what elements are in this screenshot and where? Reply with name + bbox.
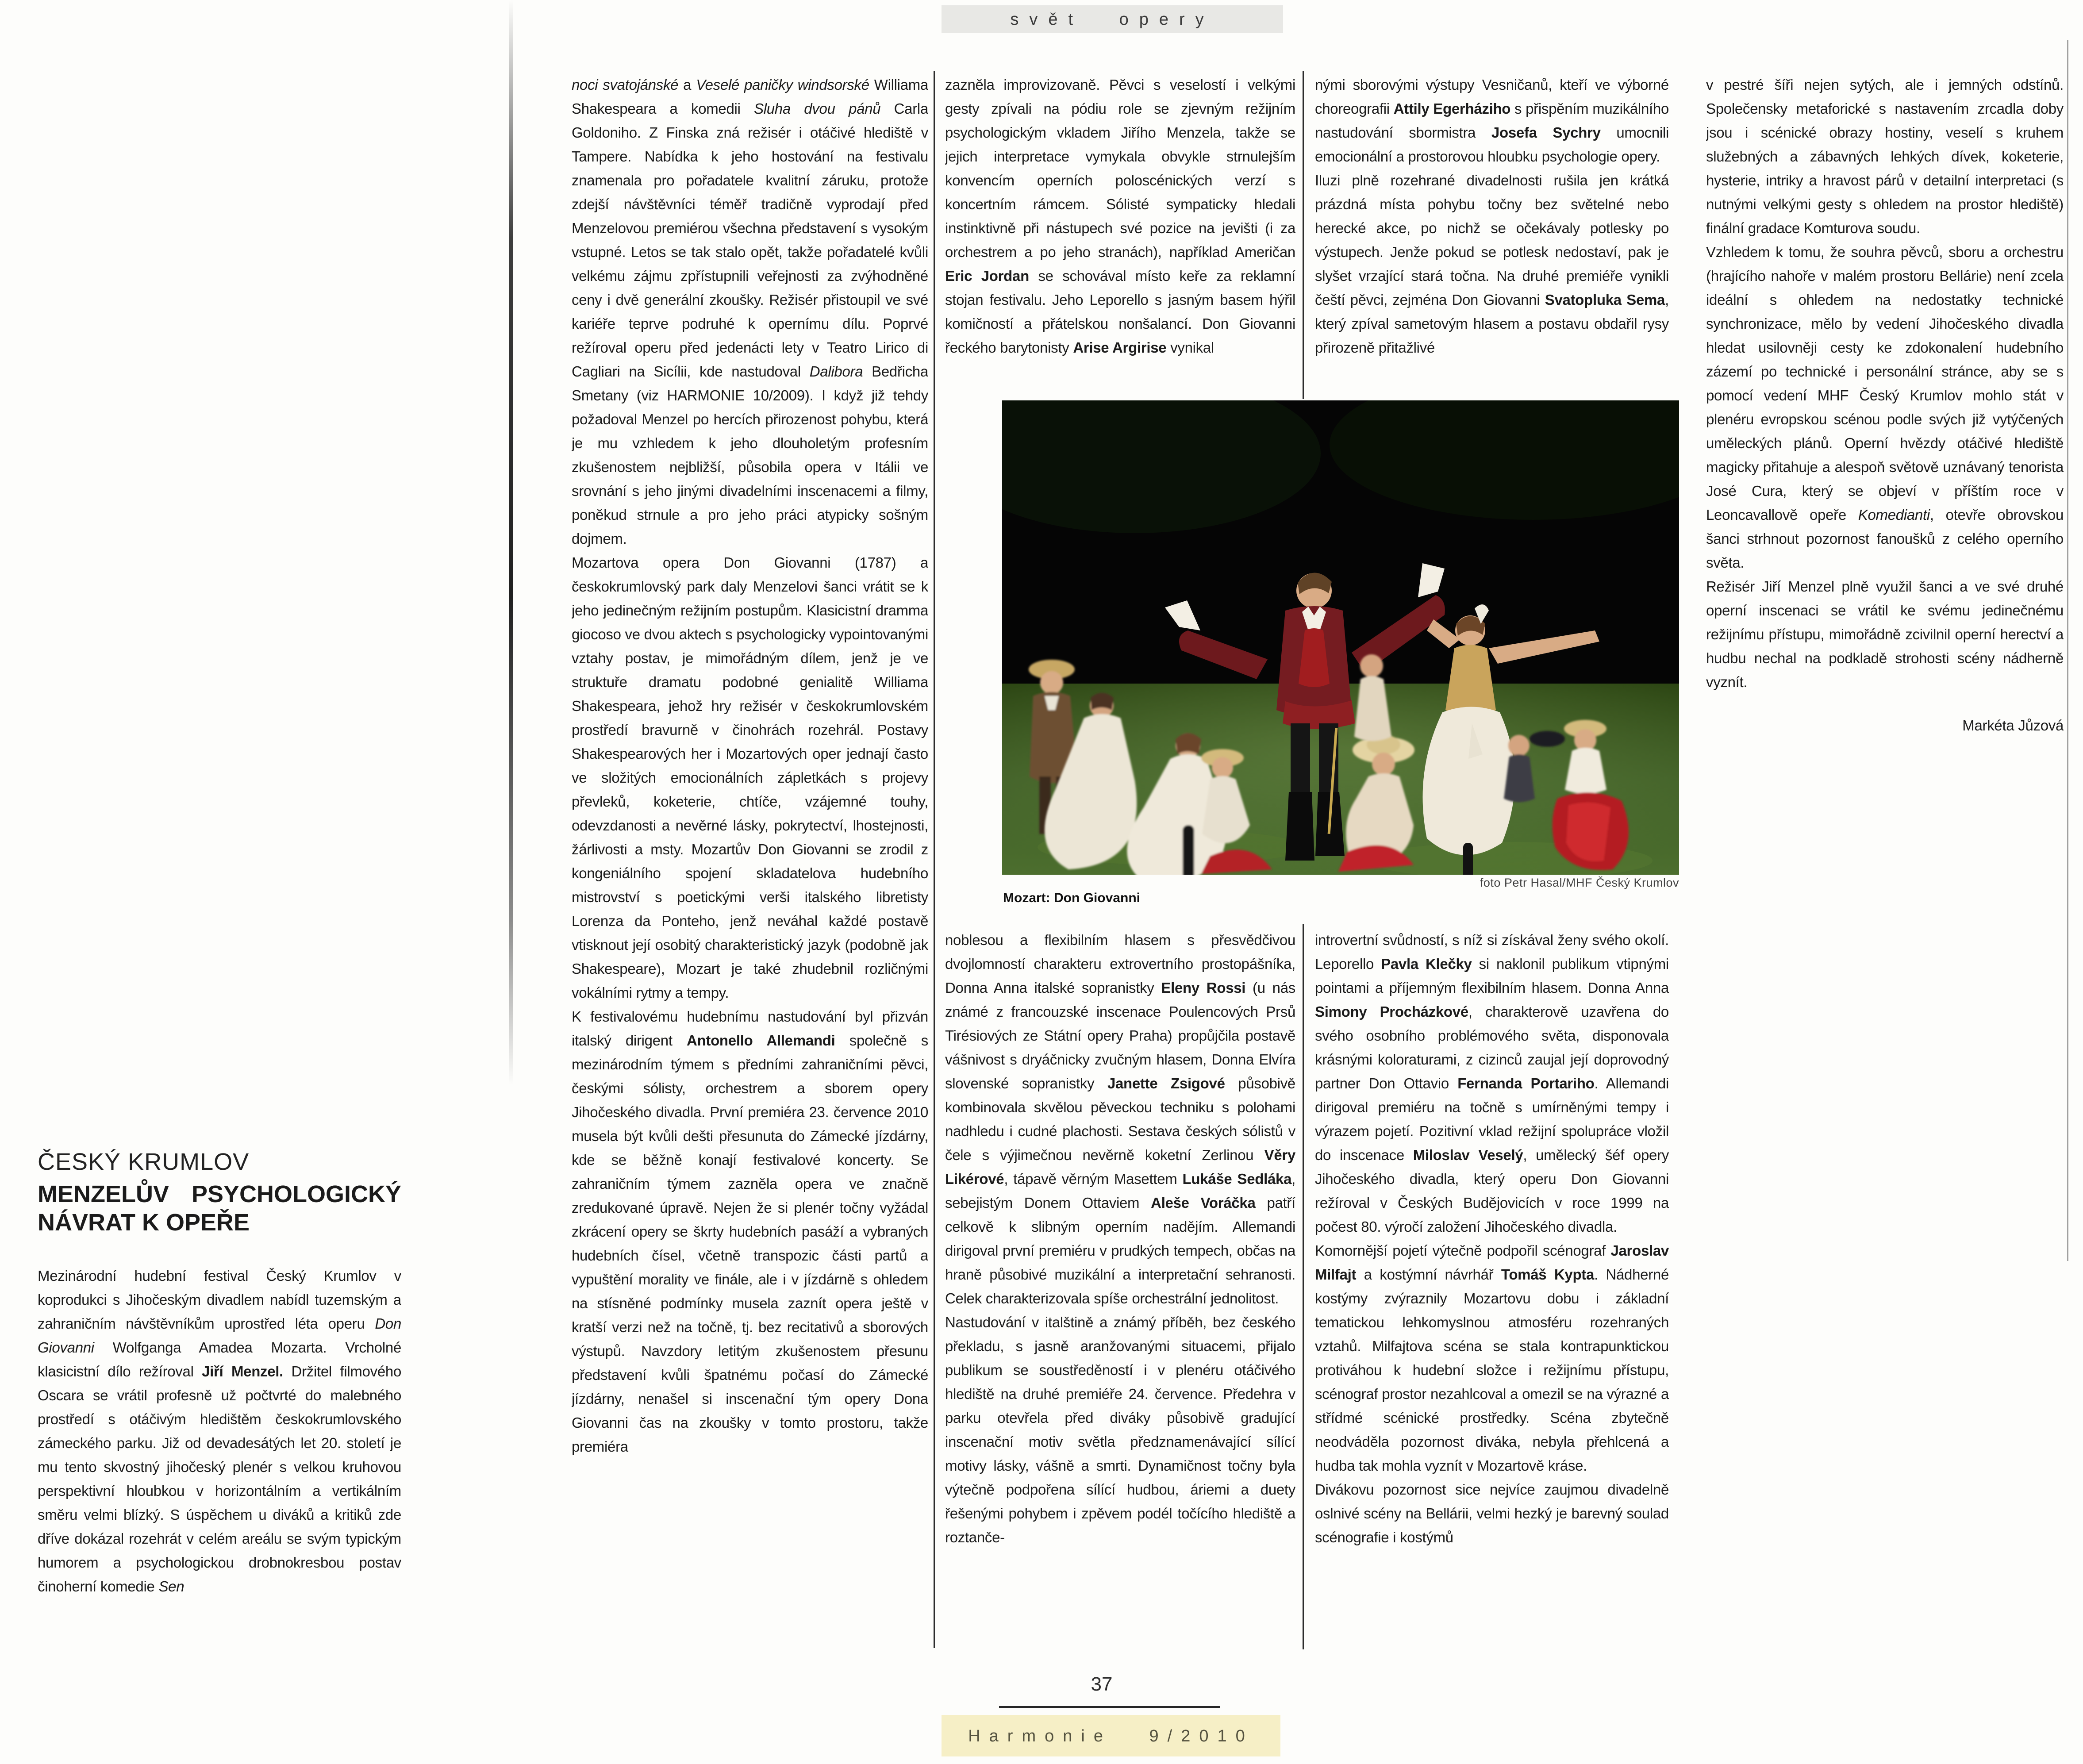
page-number: 37 (1091, 1673, 1113, 1695)
issue-highlight-band (942, 1715, 1280, 1756)
scan-page-edge-line (2067, 40, 2068, 1261)
column-5-text: v pestré šíři nejen sytých, ale i jemných odstínů. Společensky metaforické s nastavením zrcadla doby jsou i scénické obrazy hostiny, veselí s kruhem služebných a zábavných lehkých dívek, koketerie, hysterie, intriky a hravost párů v detailní interpretaci (s nutnými velkými gesty s ohledem na prostor hlediště) finální gradace Komturova soudu. Vzhledem k tomu, že souhra pěvců, sboru a orchestru (hrajícího nahoře v malém prostoru Bellárie) není zcela ideální s ohledem na nedostatky technické synchronizace, mělo by vedení Jihočeského divadla hledat usilovněji cesty ke zdokonalení hudebního zázemí po technické i personální stránce, aby se s pomocí vedení MHF Český Krumlov mohlo stát v plenéru evropskou scénou podle svých již vytýčených uměleckých plánů. Operní hvězdy otáčivé hlediště magicky přitahuje a alespoň světově uznávaný tenorista José Cura, který se objeví v příštím roce v Leoncavallově opeře Komedianti, otevře obrovskou šanci strhnout pozornost fanoušků z celého operního světa. Režisér Jiří Menzel plně využil šanci a ve své druhé operní inscenaci se vrátil ke svému jedinečnému režijnímu přístupu, mimořádně zcivilnil operní herectví a hudbu nechal na podkladě strohosti scény nádherně vyznít. (1706, 77, 2064, 690)
production-photo (1002, 400, 1679, 875)
section-label: svět opery (1010, 10, 1214, 29)
column-5 (1706, 73, 2064, 1135)
photo-credit: foto Petr Hasal/MHF Český Krumlov (1480, 876, 1679, 889)
column-4-top: nými sborovými výstupy Vesničanů, kteří ve výborné choreografii Attily Egerháziho s přispěním muzikálního nastudování sbormistra Josefa Sychry umocnili emocionální a prostorovou hloubku psychologie opery. Iluzi plně rozehrané divadelnosti rušila jen krátká prázdná místa pohybu točny bez světelné nebo herecké akce, po nichž se očekávaly potlesky po výstupech. Jenže pokud se potlesk nedostaví, pak je slyšet vrzající stará točna. Na druhé premiéře vynikli čeští pěvci, zejména Don Giovanni Svatopluka Sema, který zpíval sametovým hlasem a postavu obdařil rysy přirozeně přitažlivé (1315, 77, 1669, 356)
section-header-band (942, 5, 1283, 33)
author-signature: Markéta Jůzová (1962, 717, 2064, 734)
article-perex: Mezinárodní hudební festival Český Krumlov v koprodukci s Jihočeským divadlem nabídl tuzemským a zahraničním návštěvníkům uprostřed léta operu Don Giovanni Wolfganga Amadea Mozarta. Vrcholné klasicistní dílo režíroval Jiří Menzel. Držitel filmového Oscara se vrátil profesně už počtvrté do malebného prostředí s otáčivým hledištěm českokrumlovského zámeckého parku. Již od devadesátých let 20. století je mu tento skvostný jihočeský plenér s velkou kruhovou perspektivní hloubkou v horizontálním a vertikálním směru velmi blízký. S úspěchem u diváků a kritiků zde dříve dokázal rozehrát v celém areálu se svým typickým humorem a psychologickou drobnokresbou postav činoherní komedie Sen (38, 1268, 401, 1595)
column-3-bottom: noblesou a flexibilním hlasem s přesvědčivou dvojlomností charakteru extrovertního prostopášníka, Donna Anna italské sopranistky Eleny Rossi (u nás známé z francouzské inscenace Poulencových Prsů Tirésiových ze Státní opery Praha) propůjčila postavě vášnivost s dryáčnicky zvučným hlasem, Donna Elvíra slovenské sopranistky Janette Zsigové působivě kombinovala skvělou pěveckou techniku s polohami nadhledu i cudné plachosti. Sestava českých sólistů v čele s výjimečnou nevěrně koketní Zerlinou Věry Likérové, tápavě věrným Masettem Lukáše Sedláka, sebejistým Donem Ottaviem Aleše Voráčka patří celkově k slibným operním nadějím. Allemandi dirigoval první premiéru v prudkých tempech, občas na hraně působivé muzikální a interpretační sehranosti. Celek charakterizovala spíše orchestrální jednolitost. Nastudování v italštině a známý příběh, bez českého překladu, s jasně aranžovanými situacemi, přijalo publikum se soustředěností i v plenéru otáčivého hlediště na druhé premiéře 24. července. Předehra v parku otevřela před diváky působivě gradující inscenační motiv světla předznamenávající sílící motivy lásky, vášně a smrti. Dynamičnost točny byla výtečně podpořena sílící hudbou, áriemi a duety řešenými pohybem i zpěvem podél točícího hlediště a roztanče- (945, 932, 1295, 1545)
column-1 (38, 1148, 401, 1653)
column-rule-right-top (1303, 71, 1304, 399)
article-title: MENZELŮV PSYCHOLOGICKÝ NÁVRAT K OPEŘE (38, 1181, 401, 1236)
column-2: noci svatojánské a Veselé paničky windsorské Williama Shakespeara a komedii Sluha dvou pánů Carla Goldoniho. Z Finska zná režisér i otáčivé hlediště v Tampere. Nabídka k jeho hostování na festivalu znamenala pro pořadatele kvalitní záruku, protože zdejší návštěvníci téměř tradičně vyprodají před Menzelovou premiérou všechna představení s vysokým vstupné. Letos se tak stalo opět, takže pořadatelé kvůli velkému zájmu zpřístupnili veřejnosti za zvýhodněné ceny i dvě generální zkoušky. Režisér přistoupil ve své kariéře teprve podruhé k opernímu dílu. Poprvé režíroval operu před jedenácti lety v Teatro Lirico di Cagliari na Sicílii, kde nastudoval Dalibora Bedřicha Smetany (viz HARMONIE 10/2009). I když již tehdy požadoval Menzel po hercích přirozenost pohybu, která je mu vzhledem k jeho dlouholetým profesním zkušenostem nejbližší, působila opera v Itálii ve srovnání s jeho jinými divadelními inscenacemi a filmy, poněkud strnule a pro jeho práci atypicky sošným dojmem. Mozartova opera Don Giovanni (1787) a českokrumlovský park daly Menzelovi šanci vrátit se k jeho jedinečným režijním postupům. Klasicistní dramma giocoso ve dvou aktech s psychologicky vypointovanými vztahy postav, je mimořádným dílem, jenž je ve struktuře dramatu podobné genialitě Williama Shakespeara, jehož hry režisér v českokrumlovském prostředí bravurně v činohrách rozehrál. Postavy Shakespearových her i Mozartových oper jednají často ve složitých emocionálních zápletkách s projevy převleků, koketerie, chtíče, vzájemné touhy, odevzdanosti a nevěrné lásky, pokrytectví, lhostejnosti, žárlivosti a msty. Mozartův Don Giovanni se zrodil z kongeniálního spojení skladatelova hudebního mistrovství s poetickými verši italského libretisty Lorenza da Ponteho, jenž neváhal každé postavě vtisknout její osobitý charakteristický jazyk (podobně jak Shakespeare), Mozart je také zhudebnil rozličnými vokálními rytmy a tempy. K festivalovému hudebnímu nastudování byl přizván italský dirigent Antonello Allemandi společně s mezinárodním týmem s předními zahraničními pěvci, českými sólisty, orchestrem a sborem opery Jihočeského divadla. První premiéra 23. července 2010 musela být kvůli dešti přesunuta do Zámecké jízdárny, kde se běžně konají festivalové koncerty. Se zahraničním týmem zazněla opera ve značně zredukované úpravě. Nejen že si plenér točny vyžádal zkrácení opery se škrty hudebních pasáží a vybraných hudebních čísel, včetně transpozic části partů a vypuštění morality ve finále, ale i v jízdárně s ohledem na stísněné podmínky musela zaznít opera ještě v kratší verzi než na točně, tj. bez recitativů a sborových výstupů. Navzdory letitým zkušenostem přesunu představení kvůli špatnému počasí do Zámecké jízdárny, nenašel si inscenační tým opery Dona Giovanni čas na zkoušky v tomto prostoru, takže premiéra (572, 77, 928, 1455)
photo-caption: Mozart: Don Giovanni (1003, 891, 1140, 905)
don-giovanni-scene-illustration (1002, 400, 1679, 875)
footer-rule (999, 1706, 1220, 1708)
column-rule-right-bottom (1303, 924, 1304, 1649)
column-rule-left (934, 71, 935, 1648)
issue-label: Harmonie 9/2010 (968, 1727, 1254, 1745)
column-3-top: zazněla improvizovaně. Pěvci s veselostí i velkými gesty zpívali na pódiu role se zjevným režijním psychologickým vkladem Jiřího Menzela, takže se jejich interpretace vymykala obvykle strnulejším konvencím operních poloscénických verzí s koncertním rámcem. Sólisté sympaticky hledali instinktivně při nástupech své pozice na jevišti (i za orchestrem a po jeho stranách), například Američan Eric Jordan se schovával místo keře za reklamní stojan festivalu. Jeho Leporello s jasným basem hýřil komičností a přátelskou nonšalancí. Don Giovanni řeckého barytonisty Arise Argirise vynikal (945, 77, 1295, 356)
article-kicker: ČESKÝ KRUMLOV (38, 1149, 250, 1175)
scan-gutter-shadow (509, 0, 513, 1085)
column-4-bottom: introvertní svůdností, s níž si získával ženy svého okolí. Leporello Pavla Klečky si naklonil publikum vtipnými pointami a příjemným flexibilním hlasem. Donna Anna Simony Procházkové, charakterově uzavřena do svého osobního problémového světa, disponovala krásnými koloraturami, z cizinců zaujal její doprovodný partner Don Ottavio Fernanda Portariho. Allemandi dirigoval premiéru na točně s umírněnými tempy i výrazem pojetí. Pozitivní vklad režijní spolupráce vložil do inscenace Miloslav Veselý, umělecký šéf opery Jihočeského divadla, který operu Don Giovanni režíroval v Českých Budějovicích v roce 1999 na počest 80. výročí založení Jihočeského divadla. Komornější pojetí výtečně podpořil scénograf Jaroslav Milfajt a kostýmní návrhář Tomáš Kypta. Nádherné kostýmy zvýraznily Mozartovu dobu i základní tematickou lehkomyslnou atmosféru rozehraných vztahů. Milfajtova scéna se stala kontrapunktickou protiváhou k hudební složce i režijnímu přístupu, scénograf prostor nezahlcoval a omezil se na výrazné a střídmé scénické prostředky. Scéna zbytečně neodváděla pozornost diváka, nebyla přehlcená a hudba tak mohla vyznít v Mozartově kráse. Divákovu pozornost sice nejvíce zaujmou divadelně oslnivé scény na Bellárii, velmi hezký je barevný soulad scénografie i kostýmů (1315, 932, 1669, 1545)
